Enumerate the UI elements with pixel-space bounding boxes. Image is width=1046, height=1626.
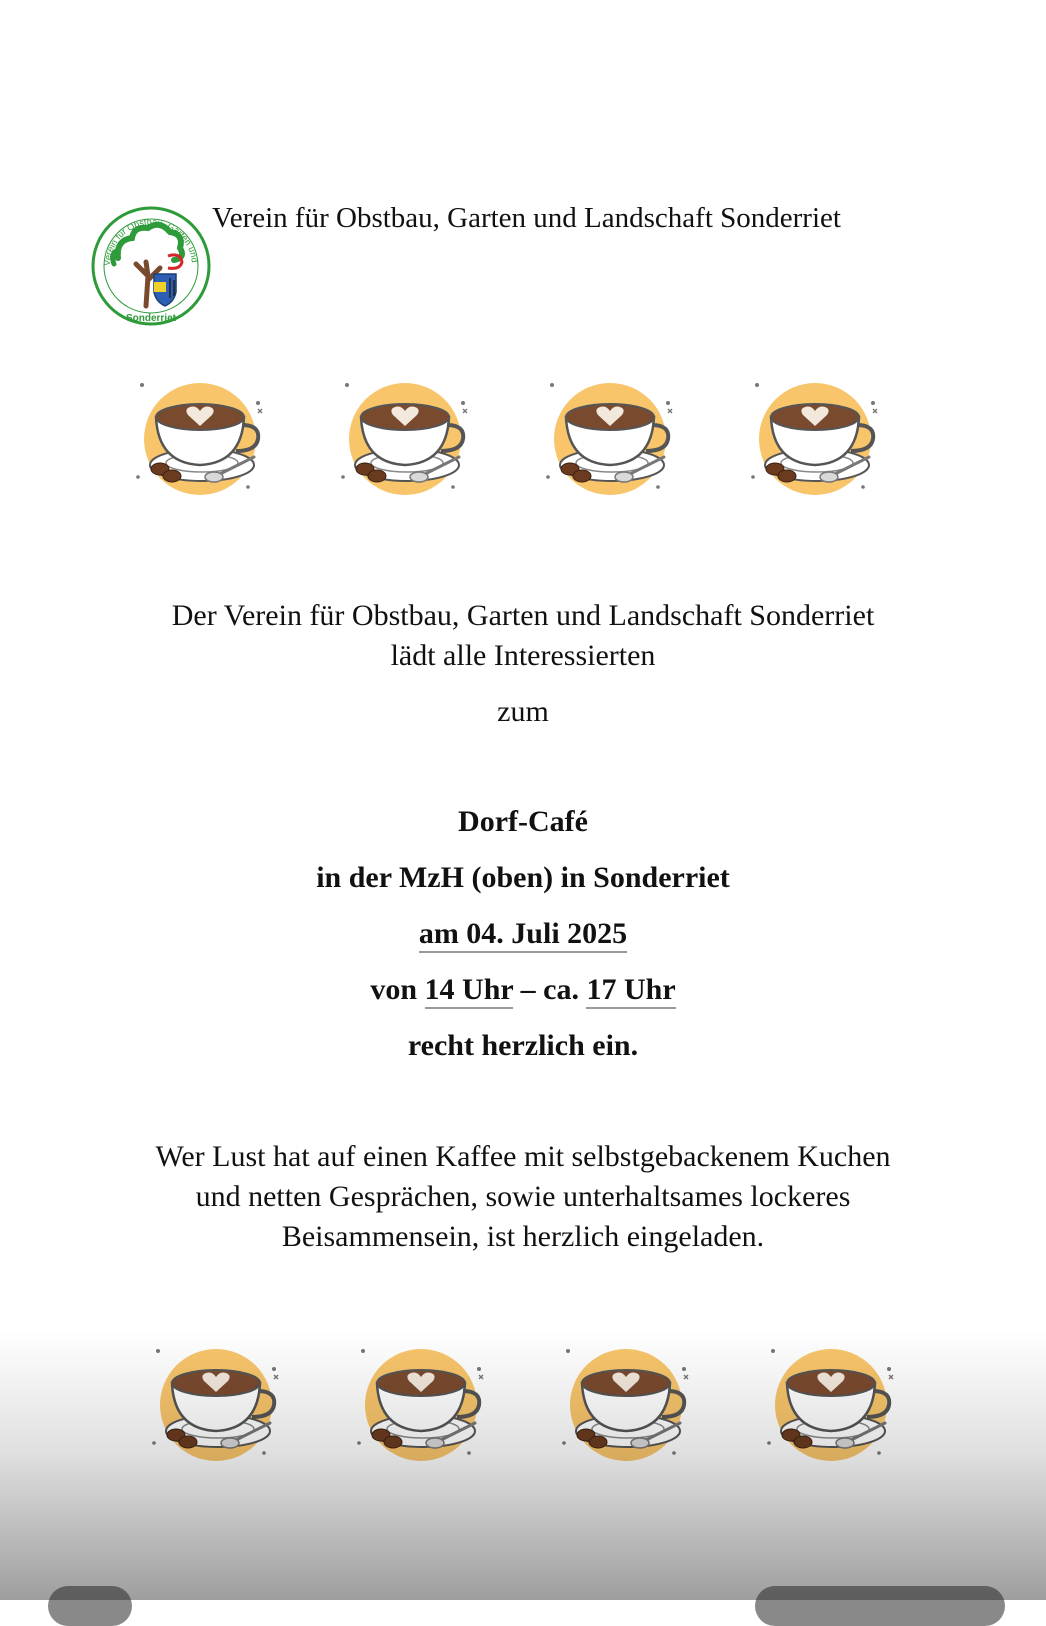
- event-date-line: [0, 912, 1046, 968]
- event-details: [0, 800, 1046, 1080]
- story-control-left[interactable]: [48, 1586, 132, 1626]
- invitation-line-1: Der Verein für Obstbau, Garten und Landschaft Sonderriet: [171, 599, 875, 632]
- coffee-cup-icon: [335, 377, 475, 507]
- event-date: am 04. Juli 2025: [419, 917, 627, 953]
- header-title: Verein für Obstbau, Garten und Landschaft Sonderriet: [212, 202, 841, 234]
- event-name: Dorf-Café: [458, 805, 588, 838]
- club-logo: [88, 196, 214, 342]
- closing-paragraph: [0, 1137, 1046, 1257]
- coffee-cup-icon: [761, 1343, 901, 1473]
- story-control-right[interactable]: [755, 1586, 1005, 1626]
- coffee-cup-icon: [146, 1343, 286, 1473]
- invitation-zum: zum: [497, 695, 549, 728]
- closing-line-3: Beisammensein, ist herzlich eingeladen.: [281, 1220, 765, 1253]
- coffee-cup-icon: [540, 377, 680, 507]
- coffee-cup-row-top: [0, 377, 1046, 507]
- event-time-line: [0, 968, 1046, 1024]
- closing-line-2: und netten Gesprächen, sowie unterhaltsames lockeres: [195, 1180, 851, 1213]
- event-closing: recht herzlich ein.: [407, 1029, 639, 1062]
- coffee-cup-icon: [130, 377, 270, 507]
- coffee-cup-icon: [556, 1343, 696, 1473]
- event-time-prefix: von: [370, 973, 418, 1006]
- coffee-cup-icon: [351, 1343, 491, 1473]
- event-time-start: 14 Uhr: [425, 973, 514, 1009]
- coffee-cup-row-bottom: [0, 1343, 1046, 1473]
- logo-ring-text: Verein für Obstbau, Garten und: [101, 216, 200, 267]
- event-time-separator: – ca.: [513, 973, 587, 1006]
- event-location: in der MzH (oben) in Sonderriet: [316, 861, 730, 894]
- coffee-cup-icon: [745, 377, 885, 507]
- club-logo-icon: [88, 196, 214, 342]
- invitation-intro: [0, 596, 1046, 676]
- event-time-end: 17 Uhr: [586, 973, 675, 1009]
- closing-line-1: Wer Lust hat auf einen Kaffee mit selbstgebackenem Kuchen: [155, 1140, 891, 1173]
- invitation-line-2: lädt alle Interessierten: [390, 639, 656, 672]
- logo-bottom-text: Sonderriet: [125, 313, 177, 324]
